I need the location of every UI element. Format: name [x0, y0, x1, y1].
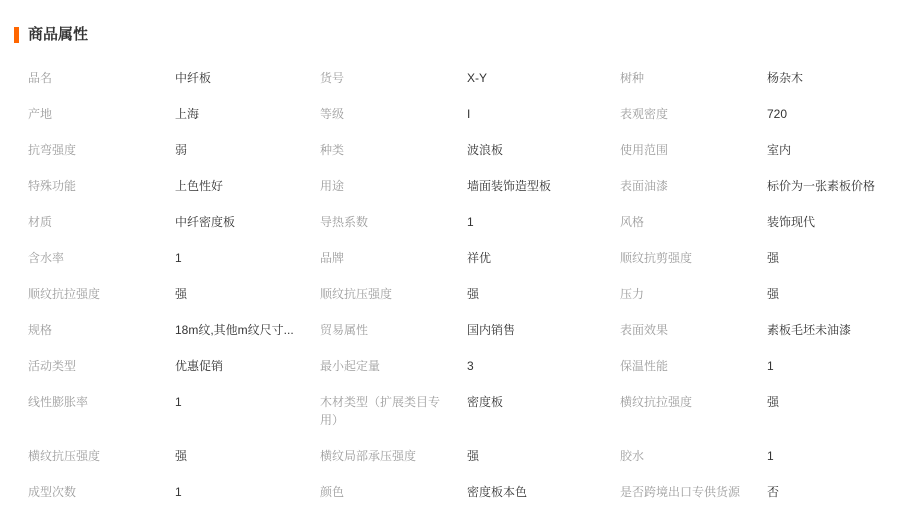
attribute-label: 表面油漆: [620, 179, 669, 193]
attribute-label: 表观密度: [620, 107, 669, 121]
attribute-label: 品名: [28, 71, 53, 85]
attribute-label: 最小起定量: [320, 359, 381, 373]
attribute-value: 优惠促销: [175, 359, 224, 373]
attribute-cell: [28, 132, 320, 168]
attribute-cell: [28, 438, 320, 474]
attribute-cell: [320, 96, 620, 132]
attribute-label: 成型次数: [28, 485, 77, 499]
attribute-value: 标价为一张素板价格: [767, 179, 876, 193]
attribute-label: 横纹局部承压强度: [320, 449, 417, 463]
attribute-label: 种类: [320, 143, 345, 157]
attribute-value: 1: [767, 449, 774, 463]
attribute-cell: [620, 384, 889, 438]
attribute-value: 密度板本色: [467, 485, 528, 499]
attribute-value: 祥优: [467, 251, 492, 265]
attribute-value: 室内: [767, 143, 792, 157]
attribute-value: 国内销售: [467, 323, 516, 337]
attribute-value: 上海: [175, 107, 200, 121]
attribute-value: 素板毛坯未油漆: [767, 323, 852, 337]
attribute-value: 波浪板: [467, 143, 504, 157]
attribute-value: 1: [767, 359, 774, 373]
attribute-cell: [320, 474, 620, 505]
attribute-label: 等级: [320, 107, 345, 121]
attribute-value: 1: [467, 215, 474, 229]
attribute-value: 强: [767, 395, 780, 409]
attribute-value: 杨杂木: [767, 71, 804, 85]
attribute-label: 活动类型: [28, 359, 77, 373]
attribute-cell: [620, 60, 889, 96]
attribute-cell: [620, 474, 889, 505]
attribute-cell: [320, 240, 620, 276]
attribute-value: 装饰现代: [767, 215, 816, 229]
attribute-label: 压力: [620, 287, 645, 301]
attribute-cell: [320, 438, 620, 474]
attribute-cell: [620, 348, 889, 384]
attribute-label: 线性膨胀率: [28, 395, 89, 409]
attribute-label: 导热系数: [320, 215, 369, 229]
attribute-label: 产地: [28, 107, 53, 121]
attribute-label: 货号: [320, 71, 345, 85]
attribute-value: 强: [767, 251, 780, 265]
attribute-cell: [28, 60, 320, 96]
attribute-label: 表面效果: [620, 323, 669, 337]
attribute-label: 是否跨境出口专供货源: [620, 485, 741, 499]
attribute-value: 上色性好: [175, 179, 224, 193]
attribute-value: X-Y: [467, 71, 488, 85]
attribute-label: 顺纹抗剪强度: [620, 251, 693, 265]
attribute-value: 中纤板: [175, 71, 212, 85]
attribute-cell: [28, 348, 320, 384]
section-title: 商品属性: [28, 26, 89, 43]
attribute-label: 横纹抗拉强度: [620, 395, 693, 409]
attribute-cell: [620, 312, 889, 348]
attribute-cell: [320, 276, 620, 312]
attribute-cell: [620, 240, 889, 276]
attribute-cell: [28, 474, 320, 505]
attribute-value: I: [467, 107, 471, 121]
attribute-cell: [28, 312, 320, 348]
attribute-value: 中纤密度板: [175, 215, 236, 229]
attribute-label: 风格: [620, 215, 645, 229]
attribute-cell: [320, 168, 620, 204]
attribute-label: 顺纹抗压强度: [320, 287, 393, 301]
attribute-cell: [320, 348, 620, 384]
attribute-cell: [28, 240, 320, 276]
attribute-cell: [320, 312, 620, 348]
attribute-label: 木材类型（扩展类目专用）: [320, 395, 441, 427]
attribute-cell: [320, 60, 620, 96]
attribute-cell: [28, 204, 320, 240]
attribute-value: 18m纹,其他m纹尺寸...: [175, 323, 294, 337]
attribute-cell: [620, 276, 889, 312]
attribute-label: 特殊功能: [28, 179, 77, 193]
attribute-label: 胶水: [620, 449, 645, 463]
attribute-value: 墙面装饰造型板: [467, 179, 552, 193]
attribute-cell: [320, 204, 620, 240]
attribute-value: 3: [467, 359, 474, 373]
attribute-cell: [320, 132, 620, 168]
attribute-value: 强: [175, 287, 188, 301]
section-header: [14, 26, 898, 44]
attribute-label: 横纹抗压强度: [28, 449, 101, 463]
attribute-value: 密度板: [467, 395, 504, 409]
attribute-label: 品牌: [320, 251, 345, 265]
attribute-label: 树种: [620, 71, 645, 85]
attribute-label: 颜色: [320, 485, 345, 499]
attribute-label: 贸易属性: [320, 323, 369, 337]
attribute-label: 用途: [320, 179, 345, 193]
attribute-value: 1: [175, 395, 182, 409]
attribute-cell: [28, 276, 320, 312]
attribute-label: 规格: [28, 323, 53, 337]
attribute-value: 1: [175, 251, 182, 265]
attributes-grid: [28, 60, 888, 505]
attribute-cell: [620, 204, 889, 240]
attribute-cell: [620, 168, 889, 204]
attribute-cell: [28, 96, 320, 132]
attribute-label: 保温性能: [620, 359, 669, 373]
accent-bar: [14, 27, 19, 43]
attribute-cell: [28, 384, 320, 438]
attribute-label: 使用范围: [620, 143, 669, 157]
attribute-value: 强: [767, 287, 780, 301]
attribute-cell: [320, 384, 620, 438]
attribute-cell: [620, 438, 889, 474]
attribute-value: 强: [467, 449, 480, 463]
attribute-value: 1: [175, 485, 182, 499]
attribute-value: 强: [175, 449, 188, 463]
attribute-value: 否: [767, 485, 780, 499]
attribute-label: 含水率: [28, 251, 65, 265]
attribute-cell: [28, 168, 320, 204]
attribute-label: 抗弯强度: [28, 143, 77, 157]
attribute-cell: [620, 96, 889, 132]
attribute-label: 顺纹抗拉强度: [28, 287, 101, 301]
attribute-label: 材质: [28, 215, 53, 229]
attribute-value: 弱: [175, 143, 188, 157]
attribute-value: 强: [467, 287, 480, 301]
attribute-cell: [620, 132, 889, 168]
attribute-value: 720: [767, 107, 788, 121]
